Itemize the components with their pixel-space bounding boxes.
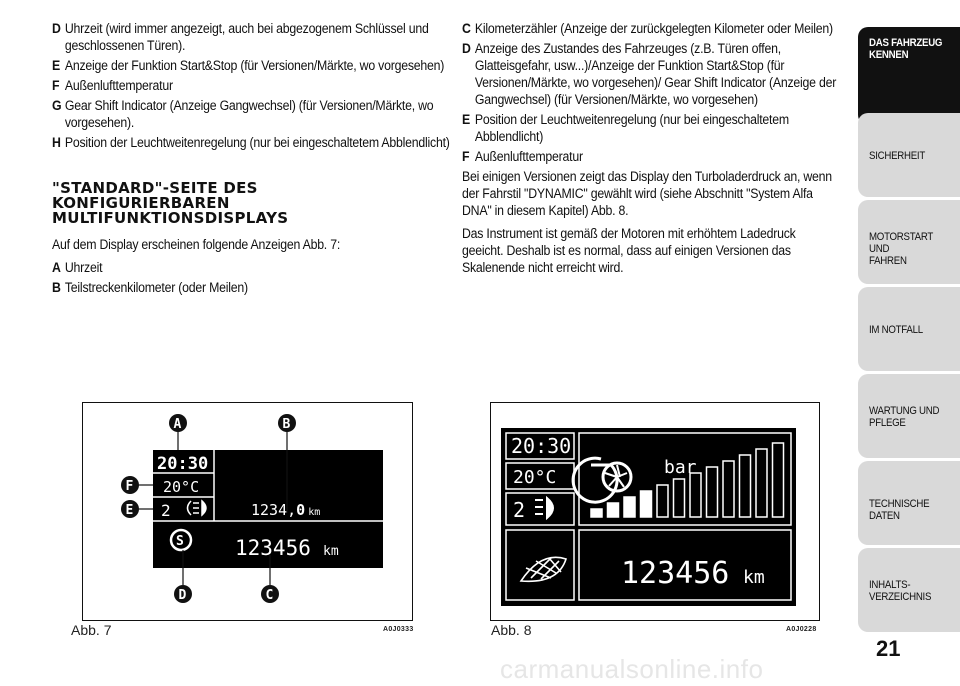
figure-8-code: A0J0228 [786,626,817,633]
trip-readout: 1234,0 km [251,501,321,519]
clock-readout: 20:30 [157,454,209,474]
odometer-readout: 123456 [235,536,311,560]
legend-item-b: B Teilstreckenkilometer (oder Meilen) [52,280,248,295]
paragraph-calibration: Das Instrument ist gemäß der Motoren mit erhöhtem Ladedruck geeicht. Deshalb ist es normal, dass auf einigen Versionen das Skalenende nicht erreicht wird. [462,226,796,275]
temp-readout: 20°C [163,478,200,496]
tab-wartung-und-pflege[interactable]: WARTUNG UND PFLEGE [858,374,960,458]
boost-bar [608,503,619,517]
legend-item-g: G Gear Shift Indicator (Anzeige Gangwechsel) (für Versionen/Märkte, wo vorgesehen). [52,98,434,130]
section-heading: "STANDARD"-SEITE DES KONFIGURIERBAREN MULTIFUNKTIONSDISPLAYS [52,179,289,227]
figure-8 [490,402,820,638]
legend-item-f: F Außenlufttemperatur [52,78,173,93]
svg-text:F: F [125,479,134,494]
right-column [462,20,840,282]
svg-text:E: E [125,503,134,518]
boost-bar [591,509,602,517]
svg-text:A: A [173,417,182,432]
clock-readout: 20:30 [511,434,572,458]
odometer-unit: km [743,567,765,588]
callout-a [169,414,187,432]
callout-f [121,476,139,494]
callout-c [261,585,279,603]
legend-item-e2: E Position der Leuchtweitenregelung (nur bei eingeschaltetem Abblendlicht) [462,112,789,144]
left-column [52,20,450,299]
callout-d [174,585,192,603]
figure-8-illustration [491,403,819,620]
boost-bar [624,497,635,517]
page-number: 21 [876,636,901,661]
boost-unit: bar [664,457,697,478]
legend-item-d2: D Anzeige des Zustandes des Fahrzeuges (z.B. Türen offen, Glatteisgefahr, usw...)/Anzeige der Funktion Start&Stop (für Versionen/Märkte, wo vorgesehen)/ Gear Shift Indicator (Anzeige der Gangwechsel) (für Versionen/Märkte, wo vorgesehen) [462,41,837,107]
legend-item-a: A Uhrzeit [52,260,103,275]
headlight-level: 2 [161,501,171,520]
boost-bar [641,491,652,517]
intro-text: Auf dem Display erscheinen folgende Anzeigen Abb. 7: [52,237,341,252]
callout-e [121,500,139,518]
legend-item-h: H Position der Leuchtweitenregelung (nur bei eingeschaltetem Abblendlicht) [52,135,450,150]
tab-im-notfall[interactable]: IM NOTFALL [858,287,960,371]
svg-text:D: D [178,588,187,603]
legend-item-d: D Uhrzeit (wird immer angezeigt, auch bei abgezogenem Schlüssel und geschlossenen Türen). [52,21,429,53]
figure-7-label: Abb. 7 [71,622,112,638]
svg-text:B: B [282,417,291,432]
temp-readout: 20°C [513,467,557,488]
legend-item-f2: F Außenlufttemperatur [462,149,583,164]
tab-technische-daten[interactable]: TECHNISCHE DATEN [858,461,960,545]
paragraph-turbo: Bei einigen Versionen zeigt das Display den Turboladerdruck an, wenn der Fahrstil "DYNAMIC" gewählt wird (siehe Abschnitt "System Alfa DNA" in diesem Kapitel) Abb. 8. [462,169,832,218]
watermark: carmanualsonline.info [500,654,764,684]
figure-8-label: Abb. 8 [491,622,532,638]
odometer-unit: km [323,544,339,559]
figure-7-illustration [83,403,412,620]
tab-motorstart-und-fahren[interactable]: MOTORSTART UND FAHREN [858,200,960,284]
figure-7 [71,402,414,638]
legend-item-c: C Kilometerzähler (Anzeige der zurückgelegten Kilometer oder Meilen) [462,21,833,36]
tab-sicherheit[interactable]: SICHERHEIT [858,113,960,197]
svg-text:S: S [176,534,184,549]
svg-text:C: C [265,588,274,603]
headlight-level: 2 [513,498,526,522]
legend-item-e: E Anzeige der Funktion Start&Stop (für Versionen/Märkte, wo vorgesehen) [52,58,445,73]
odometer-readout: 123456 [621,556,730,591]
tab-inhaltsverzeichnis[interactable]: INHALTS- VERZEICHNIS [858,548,960,632]
figure-7-code: A0J0333 [383,626,414,633]
callout-b [278,414,296,432]
tab-das-fahrzeug-kennen[interactable]: DAS FAHRZEUG KENNEN [858,27,960,125]
